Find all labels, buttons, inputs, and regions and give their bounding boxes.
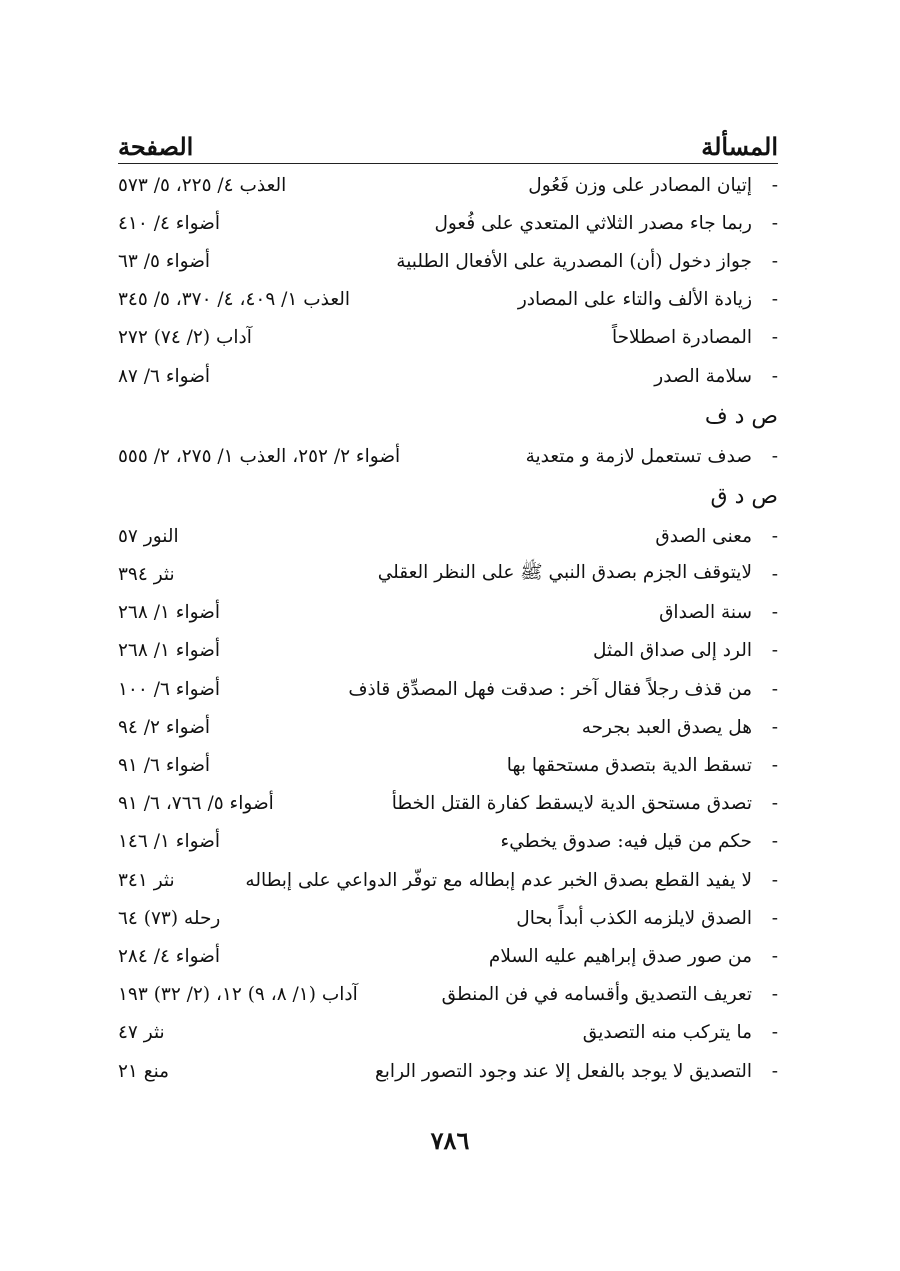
entry-topic: تصدق مستحق الدية لايسقط كفارة القتل الخطأ	[391, 793, 752, 815]
index-entry	[118, 594, 778, 632]
entry-dash: -	[771, 525, 778, 547]
entry-topic: لا يفيد القطع بصدق الخبر عدم إبطاله مع توفّر الدواعي على إبطاله	[245, 869, 752, 891]
index-entry	[118, 357, 778, 395]
entry-topic: تسقط الدية بتصدق مستحقها بها	[506, 755, 752, 777]
index-entry	[118, 242, 778, 280]
entry-dash: -	[771, 755, 778, 777]
index-entry	[118, 556, 778, 594]
entry-reference: أضواء ٢/ ٩٤	[118, 716, 211, 738]
entry-dash: -	[771, 984, 778, 1006]
entry-reference: أضواء ٤/ ٤١٠	[118, 212, 221, 234]
entry-topic: لايتوقف الجزم بصدق النبي ﷺ على النظر العقلي	[377, 561, 752, 583]
entry-reference: نثر ٤٧	[118, 1022, 165, 1044]
entry-topic: سلامة الصدر	[654, 365, 752, 387]
entry-reference: آداب (٢/ ٧٤) ٢٧٢	[118, 327, 252, 349]
entry-topic: سنة الصداق	[659, 602, 752, 624]
index-entry	[118, 861, 778, 899]
entry-dash: -	[771, 365, 778, 387]
entry-dash: -	[771, 907, 778, 929]
header-topic: المسألة	[701, 132, 778, 161]
entry-dash: -	[771, 250, 778, 272]
entry-reference: رحله (٧٣) ٦٤	[118, 907, 221, 929]
entry-topic: إتيان المصادر على وزن فَعُول	[528, 174, 752, 196]
index-entry	[118, 823, 778, 861]
entry-dash: -	[771, 1022, 778, 1044]
index-entry	[118, 437, 778, 475]
entry-reference: أضواء ٦/ ٩١	[118, 755, 211, 777]
entry-topic: من صور صدق إبراهيم عليه السلام	[488, 945, 752, 967]
root-heading: ص د ف	[704, 403, 778, 429]
index-entry	[118, 632, 778, 670]
index-entry	[118, 319, 778, 357]
entry-dash: -	[771, 869, 778, 891]
index-page	[118, 125, 778, 1090]
entry-dash: -	[771, 793, 778, 815]
index-entry	[118, 708, 778, 746]
index-entry	[118, 517, 778, 555]
entry-dash: -	[771, 174, 778, 196]
index-entry	[118, 976, 778, 1014]
entry-reference: أضواء ٦/ ١٠٠	[118, 678, 221, 700]
entry-reference: أضواء ١/ ١٤٦	[118, 831, 221, 853]
entry-topic: المصادرة اصطلاحاً	[611, 327, 752, 349]
index-entry	[118, 746, 778, 784]
entry-topic: ربما جاء مصدر الثلاثي المتعدي على فُعول	[434, 212, 752, 234]
entry-dash: -	[771, 212, 778, 234]
index-list	[118, 166, 778, 1090]
entry-reference: أضواء ١/ ٢٦٨	[118, 640, 221, 662]
entry-topic: ما يتركب منه التصديق	[582, 1022, 752, 1044]
index-entry	[118, 166, 778, 204]
column-header	[118, 125, 778, 161]
entry-reference: أضواء ٢/ ٢٥٢، العذب ١/ ٢٧٥، ٢/ ٥٥٥	[118, 445, 401, 467]
index-entry	[118, 937, 778, 975]
entry-reference: أضواء ٥/ ٧٦٦، ٦/ ٩١	[118, 793, 274, 815]
entry-dash: -	[771, 289, 778, 311]
entry-topic: الرد إلى صداق المثل	[592, 640, 752, 662]
entry-topic: جواز دخول (أن) المصدرية على الأفعال الطلبية	[396, 250, 752, 272]
root-heading: ص د ق	[710, 483, 778, 509]
entry-reference: أضواء ٤/ ٢٨٤	[118, 945, 221, 967]
entry-topic: هل يصدق العبد بجرحه	[581, 716, 752, 738]
entry-dash: -	[771, 640, 778, 662]
entry-reference: أضواء ٦/ ٨٧	[118, 365, 211, 387]
entry-topic: زيادة الألف والتاء على المصادر	[517, 289, 752, 311]
entry-dash: -	[771, 445, 778, 467]
index-entry	[118, 899, 778, 937]
entry-topic: الصدق لايلزمه الكذب أبداً بحال	[516, 907, 752, 929]
entry-dash: -	[771, 564, 778, 586]
entry-dash: -	[771, 945, 778, 967]
entry-dash: -	[771, 716, 778, 738]
page-number: ٧٨٦	[430, 1126, 470, 1155]
header-rule	[118, 163, 778, 164]
header-page: الصفحة	[118, 132, 194, 161]
index-entry	[118, 1014, 778, 1052]
entry-reference: نثر ٣٩٤	[118, 564, 175, 586]
index-entry	[118, 670, 778, 708]
entry-reference: نثر ٣٤١	[118, 869, 175, 891]
entry-topic: صدف تستعمل لازمة و متعدية	[525, 445, 752, 467]
entry-dash: -	[771, 327, 778, 349]
index-entry	[118, 785, 778, 823]
entry-dash: -	[771, 1060, 778, 1082]
entry-topic: تعريف التصديق وأقسامه في فن المنطق	[441, 984, 752, 1006]
index-entry	[118, 204, 778, 242]
entry-topic: معنى الصدق	[655, 525, 752, 547]
entry-reference: أضواء ١/ ٢٦٨	[118, 602, 221, 624]
entry-topic: حكم من قيل فيه: صدوق يخطيء	[500, 831, 752, 853]
entry-reference: العذب ٤/ ٢٢٥، ٥/ ٥٧٣	[118, 174, 287, 196]
entry-dash: -	[771, 831, 778, 853]
entry-reference: منع ٢١	[118, 1060, 170, 1082]
index-entry	[118, 1052, 778, 1090]
entry-topic: من قذف رجلاً فقال آخر : صدقت فهل المصدِّق قاذف	[348, 678, 752, 700]
entry-dash: -	[771, 678, 778, 700]
entry-reference: أضواء ٥/ ٦٣	[118, 250, 211, 272]
index-entry	[118, 281, 778, 319]
entry-reference: العذب ١/ ٤٠٩، ٤/ ٣٧٠، ٥/ ٣٤٥	[118, 289, 351, 311]
entry-dash: -	[771, 602, 778, 624]
entry-reference: آداب (١/ ٨، ٩) ١٢، (٢/ ٣٢) ١٩٣	[118, 984, 358, 1006]
entry-topic: التصديق لا يوجد بالفعل إلا عند وجود التصور الرابع	[374, 1060, 752, 1082]
entry-reference: النور ٥٧	[118, 525, 179, 547]
